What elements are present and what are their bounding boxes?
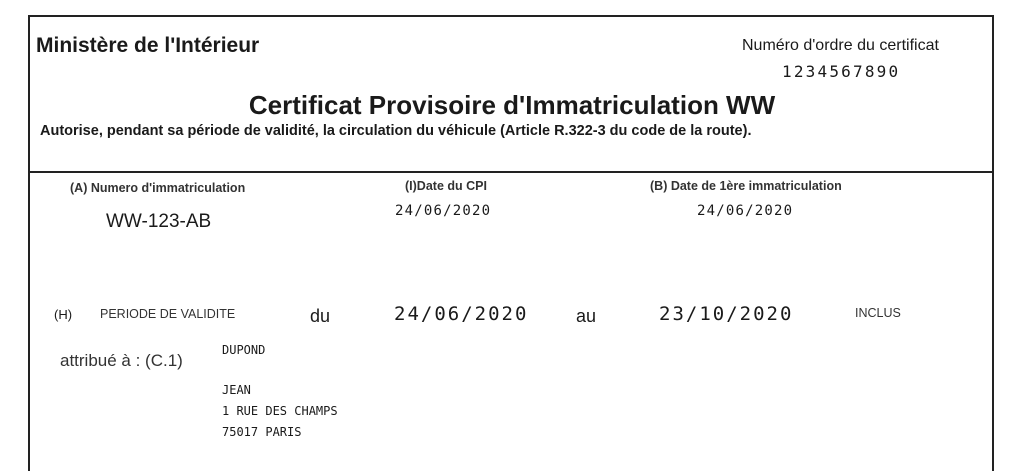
validity-label: PERIODE DE VALIDITE bbox=[100, 307, 236, 321]
ministry-name: Ministère de l'Intérieur bbox=[36, 34, 260, 57]
document-subtitle: Autorise, pendant sa période de validité, la circulation du véhicule (Article R.322-3 du code de la route). bbox=[40, 123, 752, 139]
validity-code: (H) bbox=[54, 307, 73, 322]
first-immatriculation-value: 24/06/2020 bbox=[697, 203, 794, 219]
holder-last-name: DUPOND bbox=[222, 343, 266, 357]
certificate-frame bbox=[28, 15, 994, 471]
holder-first-name: JEAN bbox=[222, 383, 251, 397]
validity-to-label: au bbox=[576, 306, 597, 326]
validity-from-label: du bbox=[310, 306, 331, 326]
immatriculation-value: WW-123-AB bbox=[106, 211, 212, 232]
holder-city: 75017 PARIS bbox=[222, 425, 302, 439]
holder-label: attribué à : (C.1) bbox=[60, 351, 183, 370]
cpi-date-label: (I)Date du CPI bbox=[405, 179, 487, 193]
cpi-date-value: 24/06/2020 bbox=[395, 203, 492, 219]
order-number-label: Numéro d'ordre du certificat bbox=[742, 37, 939, 54]
validity-inclusive-label: INCLUS bbox=[855, 306, 901, 320]
order-number-value: 1234567890 bbox=[782, 62, 901, 81]
first-immatriculation-label: (B) Date de 1ère immatriculation bbox=[650, 179, 842, 193]
holder-street: 1 RUE DES CHAMPS bbox=[222, 404, 338, 418]
validity-from-date: 24/06/2020 bbox=[394, 303, 529, 325]
validity-to-date: 23/10/2020 bbox=[659, 303, 794, 325]
immatriculation-label: (A) Numero d'immatriculation bbox=[70, 181, 246, 195]
document-title: Certificat Provisoire d'Immatriculation WW bbox=[248, 90, 776, 120]
section-divider bbox=[28, 171, 994, 173]
